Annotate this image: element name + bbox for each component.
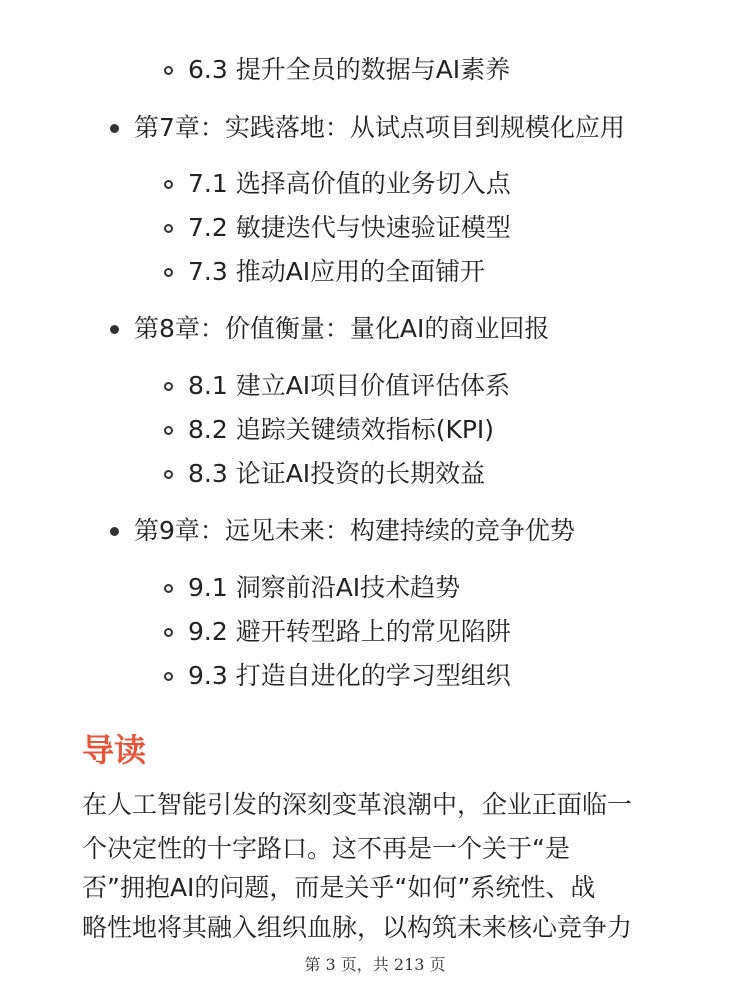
toc-section-9-3: 9.3 打造自进化的学习型组织 [188, 661, 511, 690]
toc-section-6-3: 6.3 提升全员的数据与AI素养 [188, 55, 511, 84]
toc-section-9-2: 9.2 避开转型路上的常见陷阱 [188, 617, 511, 646]
toc-chapter-9: 第9章：远见未来：构建持续的竞争优势 [134, 516, 575, 545]
toc-section-8-1: 8.1 建立AI项目价值评估体系 [188, 371, 511, 400]
list-circle-icon [164, 66, 173, 75]
list-circle-icon [164, 470, 173, 479]
intro-heading: 导读 [82, 731, 147, 769]
toc-section-8-2: 8.2 追踪关键绩效指标(KPI) [188, 415, 495, 444]
intro-paragraph-line: 个决定性的十字路口。这不再是一个关于“是 [82, 834, 570, 863]
list-circle-icon [164, 426, 173, 435]
toc-section-8-3: 8.3 论证AI投资的长期效益 [188, 459, 486, 488]
toc-chapter-8: 第8章：价值衡量：量化AI的商业回报 [134, 314, 550, 343]
list-bullet-icon [110, 325, 119, 334]
list-circle-icon [164, 268, 173, 277]
list-bullet-icon [110, 124, 119, 133]
toc-section-7-2: 7.2 敏捷迭代与快速验证模型 [188, 213, 511, 242]
list-circle-icon [164, 224, 173, 233]
list-bullet-icon [110, 527, 119, 536]
page-number: 第 3 页，共 213 页 [304, 955, 446, 974]
list-circle-icon [164, 628, 173, 637]
list-circle-icon [164, 382, 173, 391]
list-circle-icon [164, 180, 173, 189]
intro-paragraph-line: 在人工智能引发的深刻变革浪潮中，企业正面临一 [82, 790, 633, 819]
intro-paragraph-line: 略性地将其融入组织血脉，以构筑未来核心竞争力 [82, 913, 633, 942]
toc-section-7-3: 7.3 推动AI应用的全面铺开 [188, 257, 486, 286]
toc-chapter-7: 第7章：实践落地：从试点项目到规模化应用 [134, 113, 625, 142]
list-circle-icon [164, 672, 173, 681]
toc-section-9-1: 9.1 洞察前沿AI技术趋势 [188, 573, 461, 602]
toc-section-7-1: 7.1 选择高价值的业务切入点 [188, 169, 511, 198]
list-circle-icon [164, 584, 173, 593]
intro-paragraph-line: 否”拥抱AI的问题，而是关乎“如何”系统性、战 [82, 873, 596, 902]
